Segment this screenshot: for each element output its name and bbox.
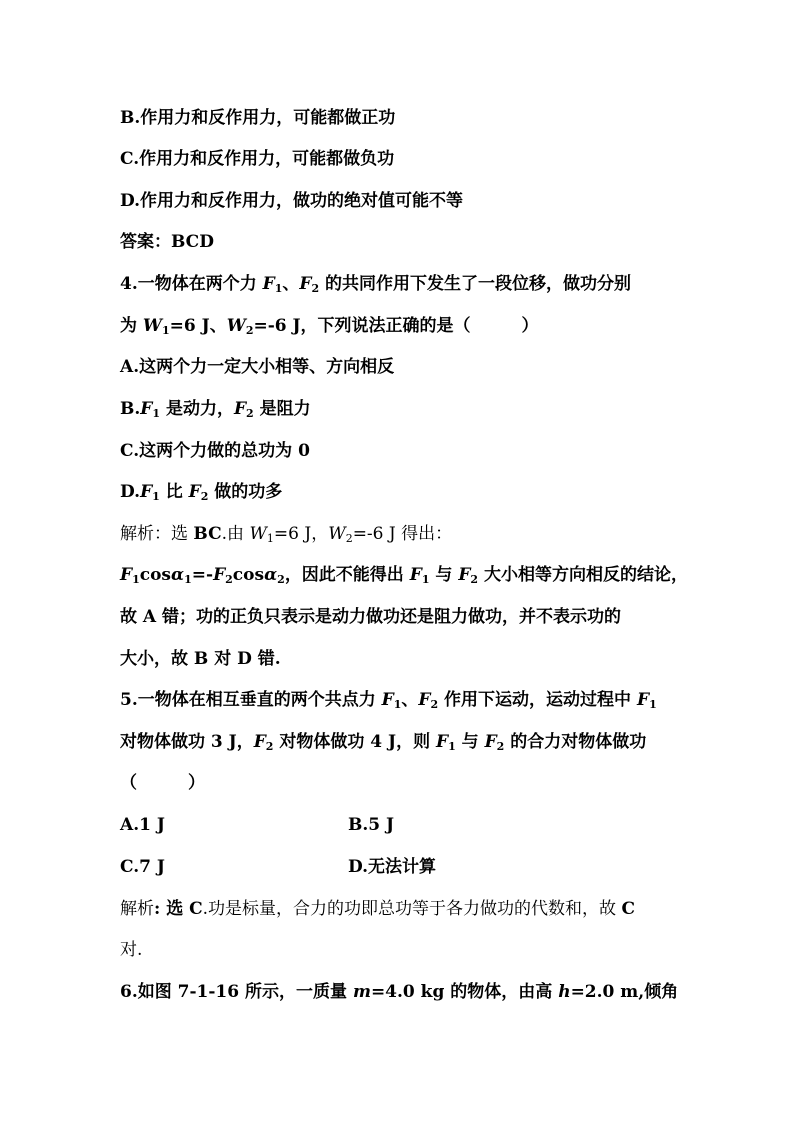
q4-solution-line-1: 解析：选 BC.由 $W_1=6$ J，$W_2=-6$ J 得出： <box>120 524 453 545</box>
q4-solution-line-3: 故 A 错；功的正负只表示是动力做功还是阻力做功，并不表示功的 <box>120 607 622 627</box>
q5-stem-line-1: 5.一物体在相互垂直的两个共点力 $F_1$、$F_2$ 作用下运动，运动过程中 $F_1$ <box>120 690 657 711</box>
q4-option-d: $D.F_1$ 比 $F_2$ 做的功多 <box>120 482 283 503</box>
q4-stem-line-2: 为 $W_1=6$ J、$W_2=-6$ J，下列说法正确的是（ ） <box>120 316 539 337</box>
q5-stem-line-2: 对物体做功 3 J，$F_2$ 对物体做功 4 J，则 $F_1$ 与 $F_2$ 的合力对物体做功 <box>120 732 647 753</box>
q5-solution-line-1: 解析: 选 C.功是标量，合力的功即总功等于各力做功的代数和，故 C <box>120 899 635 919</box>
q5-option-c: C.7 J <box>120 857 165 877</box>
q4-solution-line-4: 大小，故 B 对 D 错. <box>120 649 281 669</box>
q3-option-b: B.作用力和反作用力，可能都做正功 <box>120 108 396 128</box>
q6-stem-line-1: 6.如图 7-1-16 所示，一质量 m=4.0 kg 的物体，由高 h=2.0 m,倾角 <box>120 982 679 1002</box>
q4-stem-line-1: 4.一物体在两个力 $F_1$、$F_2$ 的共同作用下发生了一段位移，做功分别 <box>120 274 632 295</box>
q5-option-b: B.5 J <box>348 815 395 835</box>
q5-solution-line-2: 对. <box>120 940 143 960</box>
q3-option-d: D.作用力和反作用力，做功的绝对值可能不等 <box>120 191 464 211</box>
q4-option-c: C.这两个力做的总功为 0 <box>120 441 310 461</box>
q3-answer: 答案：BCD <box>120 232 214 252</box>
q5-option-a: A.1 J <box>120 815 165 835</box>
q5-option-d: D.无法计算 <box>348 857 437 877</box>
q5-stem-line-3: （ ） <box>120 773 205 793</box>
q3-option-c: C.作用力和反作用力，可能都做负功 <box>120 149 395 169</box>
q4-solution-line-2: $F_1\cos\alpha_1=-F_2\cos\alpha_2$，因此不能得出 $F_1$ 与 $F_2$ 大小相等方向相反的结论， <box>120 565 688 586</box>
q4-option-b: $B.F_1$ 是动力，$F_2$ 是阻力 <box>120 399 311 420</box>
q4-option-a: A.这两个力一定大小相等、方向相反 <box>120 357 395 377</box>
